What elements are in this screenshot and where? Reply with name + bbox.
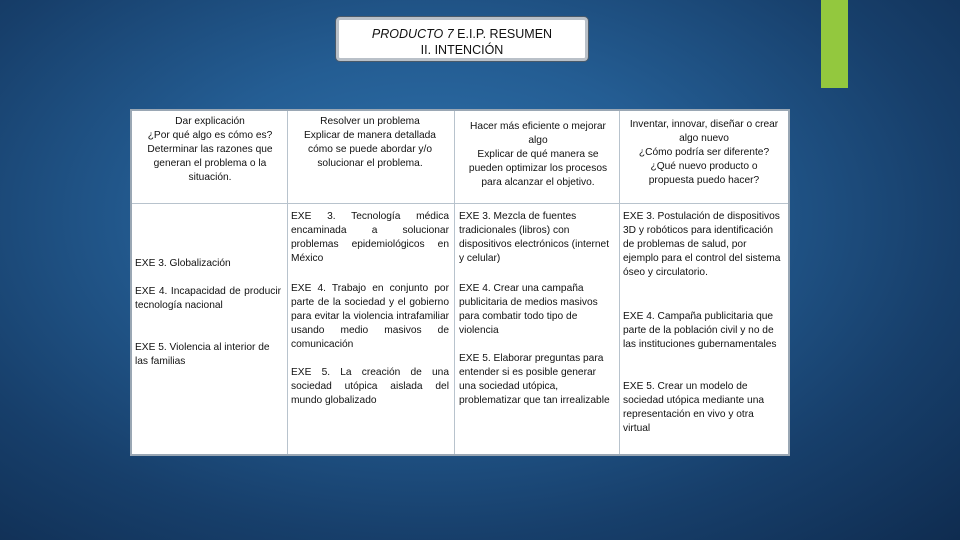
col-invent-exe5	[623, 380, 783, 436]
header-solve	[290, 115, 450, 205]
header-invent-text: Inventar, innovar, diseñar o crear algo nuevo ¿Cómo podría ser diferente? ¿Qué nuevo producto o propuesta puedo hacer?	[629, 119, 779, 186]
col-solve-exe5	[291, 366, 449, 408]
col-invent-exe4	[623, 310, 783, 352]
accent-bar	[821, 0, 848, 88]
col-improve-exe3	[459, 210, 615, 266]
col-explain-exe5-text: EXE 5. Violencia al interior de las familias	[135, 342, 270, 367]
column-divider	[619, 111, 620, 454]
col-solve-exe5-text: EXE 5. La creación de una sociedad utópica aislada del mundo globalizado	[291, 367, 449, 406]
col-invent-exe3	[623, 210, 783, 280]
header-solve-text: Resolver un problema Explicar de manera detallada cómo se puede abordar y/o solucionar el problema.	[304, 116, 436, 169]
col-improve-exe5	[459, 352, 615, 408]
title-line-2: II. INTENCIÓN	[420, 43, 504, 57]
col-improve-exe4-text: EXE 4. Crear una campaña publicitaria de medios masivos para combatir todo tipo de violencia	[459, 283, 598, 336]
col-invent-exe5-text: EXE 5. Crear un modelo de sociedad utópica mediante una representación en vivo y otra virtual	[623, 381, 765, 434]
column-divider	[287, 111, 288, 454]
col-explain-exe5	[135, 341, 285, 369]
col-solve-exe4-text: EXE 4. Trabajo en conjunto por parte de la sociedad y el gobierno para evitar la violencia intrafamiliar usando medio masivos de comunicación	[291, 283, 449, 350]
header-explain	[134, 115, 286, 205]
col-improve-exe3-text: EXE 3. Mezcla de fuentes tradicionales (libros) con dispositivos electrónicos (internet y celular)	[459, 211, 610, 264]
header-explain-text: Dar explicación ¿Por qué algo es cómo es? Determinar las razones que generan el problema o la situación.	[147, 116, 273, 183]
col-invent-exe4-text: EXE 4. Campaña publicitaria que parte de la población civil y no de las instituciones gubernamentales	[623, 311, 777, 350]
title-summary: E.I.P. RESUMEN	[453, 27, 553, 41]
col-solve-exe3	[291, 210, 449, 266]
col-explain-exe4	[135, 285, 281, 313]
header-improve-text: Hacer más eficiente o mejorar algo Explicar de qué manera se pueden optimizar los procesos para alcanzar el objetivo.	[468, 121, 608, 188]
col-improve-exe5-text: EXE 5. Elaborar preguntas para entender si es posible generar una sociedad utópica, problematizar que tan irrealizable	[459, 353, 610, 406]
slide-title	[336, 17, 588, 61]
title-product: PRODUCTO 7	[371, 27, 454, 41]
col-improve-exe4	[459, 282, 615, 338]
col-explain-exe4-text: EXE 4. Incapacidad de producir tecnología nacional	[135, 286, 281, 311]
col-solve-exe4	[291, 282, 449, 352]
title-line-1	[339, 26, 585, 42]
header-invent	[622, 118, 786, 206]
col-solve-exe3-text: EXE 3. Tecnología médica encaminada a solucionar problemas epidemiológicos en México	[291, 211, 449, 264]
col-invent-exe3-text: EXE 3. Postulación de dispositivos 3D y robóticos para identificación de problemas de salud, por ejemplo para el control del sistema óseo y circulatorio.	[623, 211, 781, 278]
summary-table	[130, 109, 790, 456]
col-explain-exe3	[135, 257, 285, 271]
column-divider	[454, 111, 455, 454]
header-improve	[458, 120, 618, 206]
col-explain-exe3-text: EXE 3. Globalización	[135, 258, 231, 269]
header-divider	[132, 203, 788, 204]
